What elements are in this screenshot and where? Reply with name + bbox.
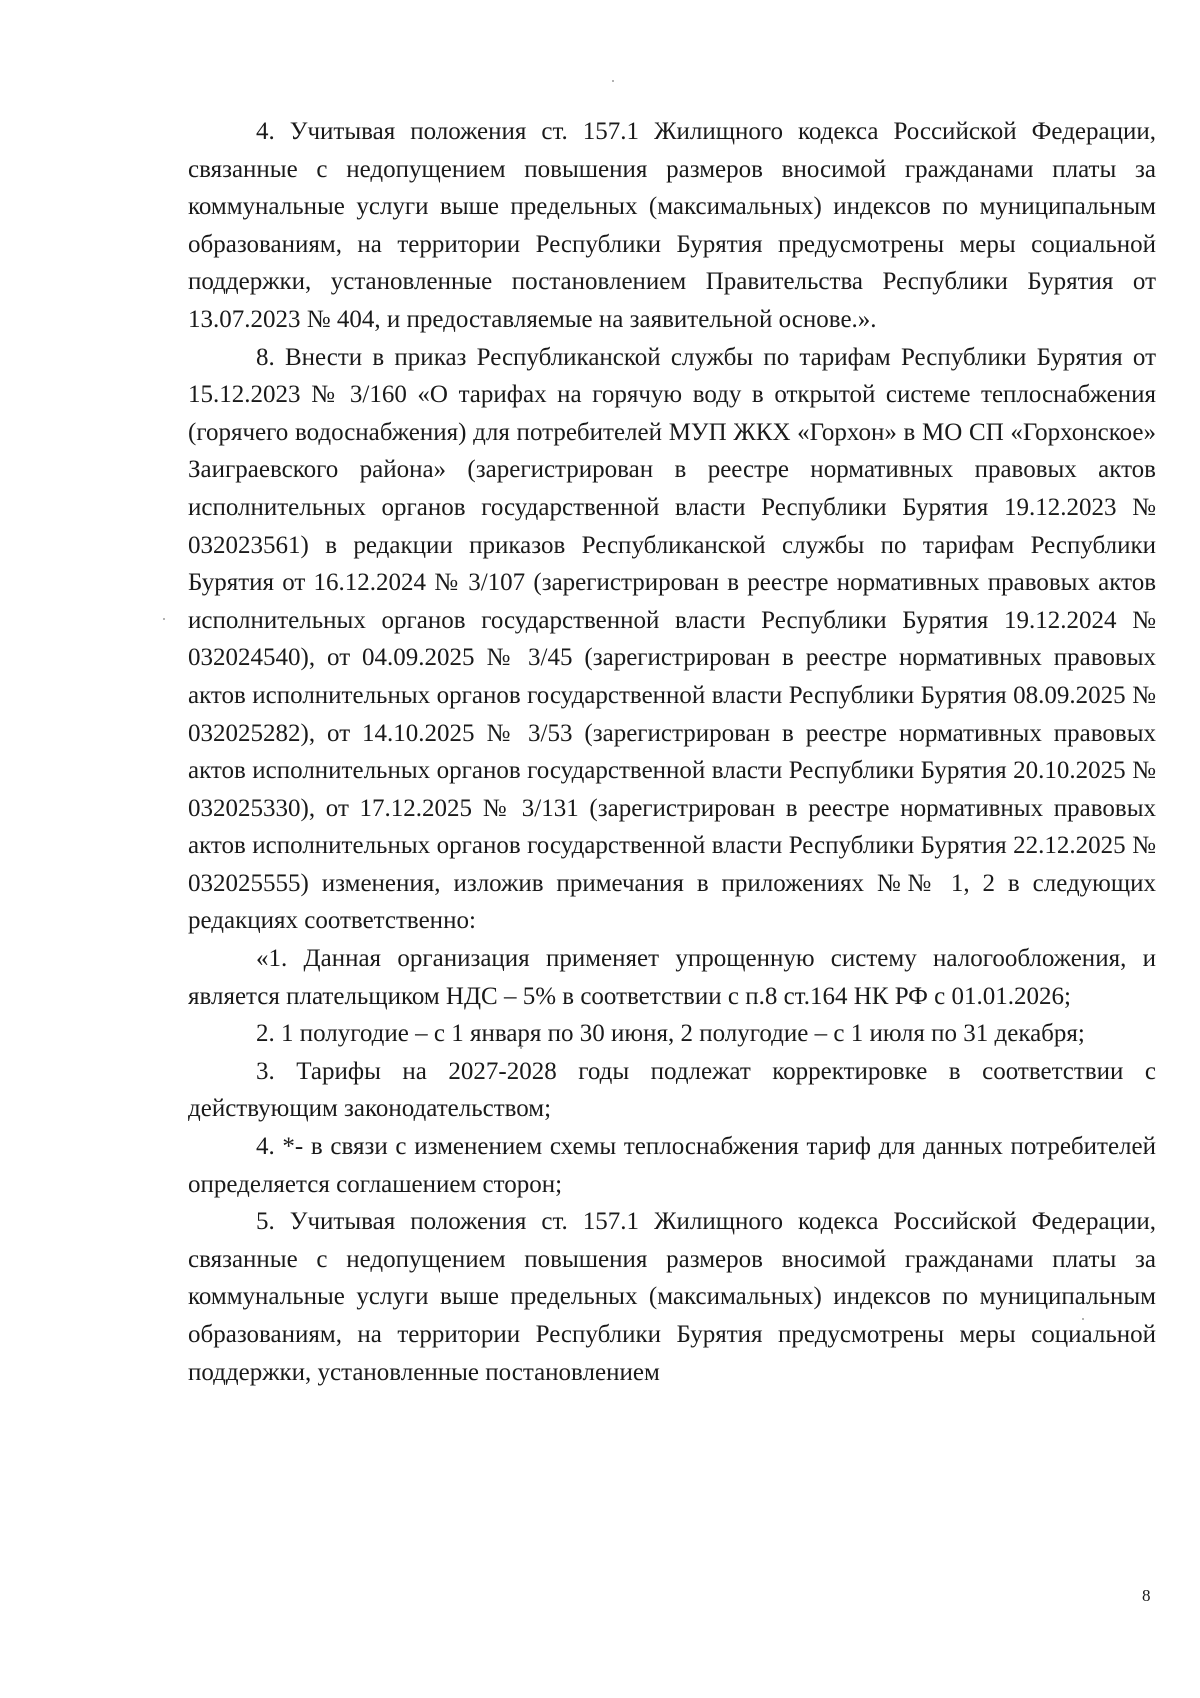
paragraph-note-3: 3. Тарифы на 2027-2028 годы подлежат корректировке в соответствии с действующим законодательством; <box>188 1057 1156 1123</box>
paragraph-clause-8: 8. Внести в приказ Республиканской службы по тарифам Республики Бурятия от 15.12.2023 № 3/160 «О тарифах на горячую воду в открытой системе теплоснабжения (горячего водоснабжения) для потребителей МУП ЖКХ «Горхон» в МО СП «Горхонское» Заиграевского района» (зарегистрирован в реестре нормативных правовых актов исполнительных органов государственной власти Республики Бурятия 19.12.2023 № 032023561) в редакции приказов Республиканской службы по тарифам Республики Бурятия от 16.12.2024 № 3/107 (зарегистрирован в реестре нормативных правовых актов исполнительных органов государственной власти Республики Бурятия 19.12.2024 № 032024540), от 04.09.2025 № 3/45 (зарегистрирован в реестре нормативных правовых актов исполнительных органов государственной власти Республики Бурятия 08.09.2025 № 032025282), от 14.10.2025 № 3/53 (зарегистрирован в реестре нормативных правовых актов исполнительных органов государственной власти Республики Бурятия 20.10.2025 № 032025330), от 17.12.2025 № 3/131 (зарегистрирован в реестре нормативных правовых актов исполнительных органов государственной власти Республики Бурятия 22.12.2025 № 032025555) изменения, изложив примечания в приложениях №№ 1, 2 в следующих редакциях соответственно: <box>188 343 1156 935</box>
paragraph-note-1: «1. Данная организация применяет упрощенную систему налогообложения, и является плательщиком НДС – 5% в соответствии с п.8 ст.164 НК РФ с 01.01.2026; <box>188 945 1156 1010</box>
page-number: 8 <box>1142 1586 1151 1605</box>
paragraph-item-4-continued: 4. Учитывая положения ст. 157.1 Жилищного кодекса Российской Федерации, связанные с недопущением повышения размеров вносимой гражданами платы за коммунальные услуги выше предельных (максимальных) индексов по муниципальным образованиям, на территории Республики Бурятия предусмотрены меры социальной поддержки, установленные постановлением Правительства Республики Бурятия от 13.07.2023 № 404, и предоставляемые на заявительной основе.». <box>188 118 1156 333</box>
document-body <box>188 113 1156 1391</box>
paragraph-note-5: 5. Учитывая положения ст. 157.1 Жилищного кодекса Российской Федерации, связанные с недопущением повышения размеров вносимой гражданами платы за коммунальные услуги выше предельных (максимальных) индексов по муниципальным образованиям, на территории Республики Бурятия предусмотрены меры социальной поддержки, установленные постановлением <box>188 1208 1156 1386</box>
paragraph-note-4: 4. *- в связи с изменением схемы теплоснабжения тариф для данных потребителей определяется соглашением сторон; <box>188 1133 1156 1198</box>
scan-speck <box>163 618 165 620</box>
paragraph-note-2: 2. 1 полугодие – с 1 января по 30 июня, 2 полугодие – с 1 июля по 31 декабря; <box>256 1020 1085 1048</box>
scan-speck <box>612 80 614 82</box>
